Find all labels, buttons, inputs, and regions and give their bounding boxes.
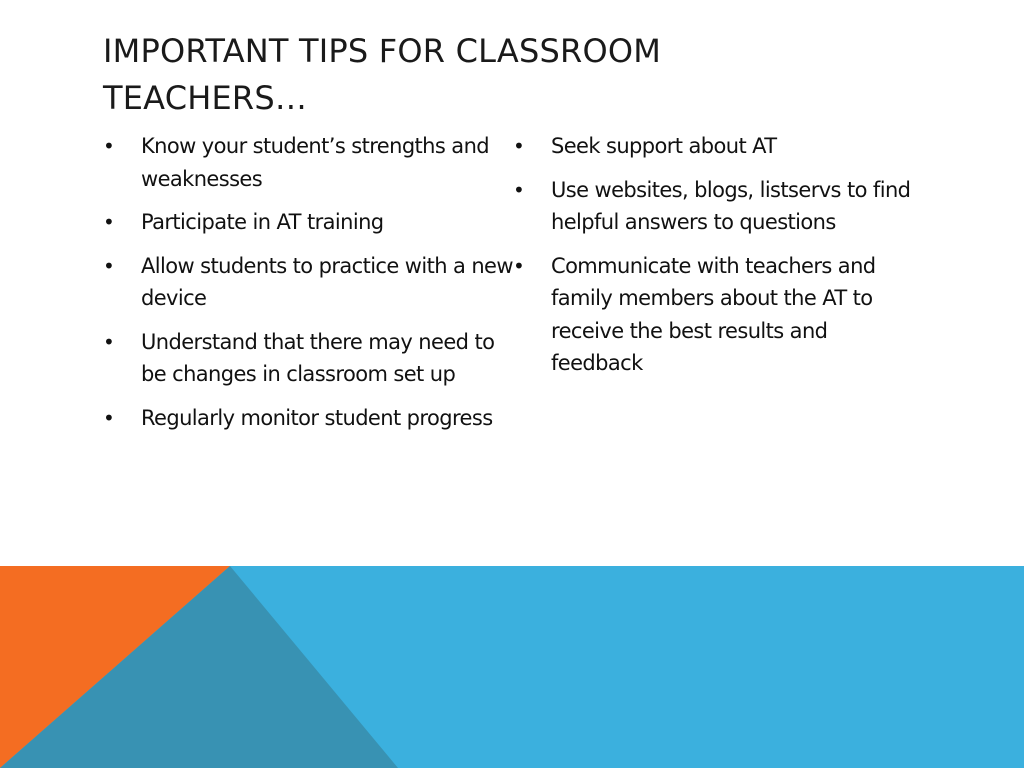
- bullet-text: Communicate with teachers and family members about the AT to receive the best results and feedback: [551, 253, 876, 375]
- bullet-text: Know your student’s strengths and weaknesses: [141, 134, 490, 191]
- bullet-text: Allow students to practice with a new device: [141, 253, 513, 310]
- bullet-icon: •: [103, 329, 115, 354]
- bullet-icon: •: [513, 177, 525, 202]
- right-bullet-list: [513, 130, 925, 391]
- bullet-icon: •: [103, 405, 115, 430]
- bullet-text: Use websites, blogs, listservs to find helpful answers to questions: [551, 177, 911, 234]
- bullet-text: Seek support about AT: [551, 134, 777, 158]
- list-item: [103, 250, 515, 315]
- list-item: [103, 206, 515, 239]
- bullet-icon: •: [103, 253, 115, 278]
- bullet-text: Understand that there may need to be changes in classroom set up: [141, 329, 495, 386]
- list-item: [513, 250, 925, 380]
- bullet-text: Participate in AT training: [141, 210, 384, 234]
- bullet-text: Regularly monitor student progress: [141, 405, 493, 430]
- list-item: [103, 130, 515, 195]
- bullet-icon: •: [103, 210, 115, 234]
- bullet-icon: •: [513, 253, 525, 278]
- list-item: [103, 326, 515, 391]
- list-item: [513, 174, 925, 239]
- list-item: [103, 402, 515, 435]
- left-bullet-list: [103, 130, 515, 445]
- bullet-icon: •: [103, 134, 115, 158]
- list-item: [513, 130, 925, 163]
- decorative-footer-band: [0, 566, 1024, 768]
- bullet-icon: •: [513, 134, 525, 158]
- slide-title: IMPORTANT TIPS FOR CLASSROOM TEACHERS…: [103, 32, 662, 117]
